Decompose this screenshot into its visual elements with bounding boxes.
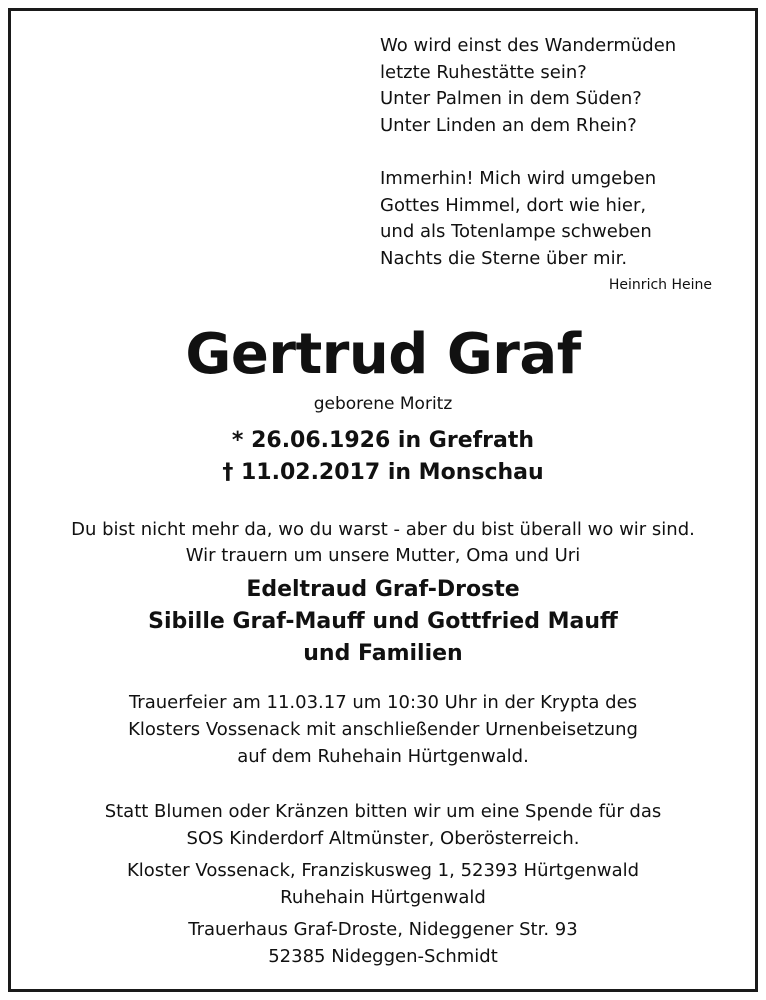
- family-line: und Familien: [303, 641, 463, 666]
- poem-line: letzte Ruhestätte sein?: [380, 61, 587, 83]
- donation-info: [0, 798, 766, 852]
- poem: [380, 33, 720, 272]
- poem-line: Gottes Himmel, dort wie hier,: [380, 194, 647, 216]
- service-info: [0, 689, 766, 770]
- family-line: Edeltraud Graf-Droste: [246, 577, 520, 602]
- mourning-intro: Wir trauern um unsere Mutter, Oma und Uri: [185, 545, 581, 566]
- poem-line: Wo wird einst des Wandermüden: [380, 35, 677, 56]
- life-dates: [0, 425, 766, 489]
- mourning-quote: Du bist nicht mehr da, wo du warst - aber du bist überall wo wir sind.: [71, 519, 695, 540]
- family-line: Sibille Graf-Mauff und Gottfried Mauff: [148, 609, 618, 634]
- poem-line: und als Totenlampe schweben: [380, 221, 652, 242]
- birth-date: * 26.06.1926 in Grefrath: [231, 428, 535, 453]
- address-line: Trauerhaus Graf-Droste, Nideggener Str. 93: [188, 919, 578, 940]
- service-line: Trauerfeier am 11.03.17 um 10:30 Uhr in der Krypta des: [128, 692, 638, 713]
- stanza-gap: [380, 139, 720, 166]
- address-line: 52385 Nideggen-Schmidt: [268, 946, 498, 967]
- trauerhaus-address: [0, 916, 766, 970]
- service-line: Klosters Vossenack mit anschließender Urnenbeisetzung: [128, 719, 638, 740]
- poem-line: Unter Linden an dem Rhein?: [380, 114, 637, 136]
- maiden-name: geborene Moritz: [313, 394, 453, 414]
- donation-line: SOS Kinderdorf Altmünster, Oberösterreich.: [186, 828, 580, 849]
- kloster-address: [0, 857, 766, 911]
- poem-line: Unter Palmen in dem Süden?: [380, 88, 642, 109]
- poem-author: Heinrich Heine: [608, 277, 712, 293]
- poem-line: Immerhin! Mich wird umgeben: [380, 168, 657, 189]
- family-names: [0, 574, 766, 670]
- address-line: Kloster Vossenack, Franziskusweg 1, 52393 Hürtgenwald: [126, 860, 640, 881]
- poem-line: Nachts die Sterne über mir.: [380, 247, 628, 269]
- address-line: Ruhehain Hürtgenwald: [280, 887, 486, 908]
- donation-line: Statt Blumen oder Kränzen bitten wir um eine Spende für das: [104, 801, 662, 822]
- service-line: auf dem Ruhehain Hürtgenwald.: [237, 746, 529, 767]
- deceased-name: Gertrud Graf: [185, 322, 581, 387]
- death-date: † 11.02.2017 in Monschau: [222, 460, 544, 485]
- mourning-text: [0, 517, 766, 569]
